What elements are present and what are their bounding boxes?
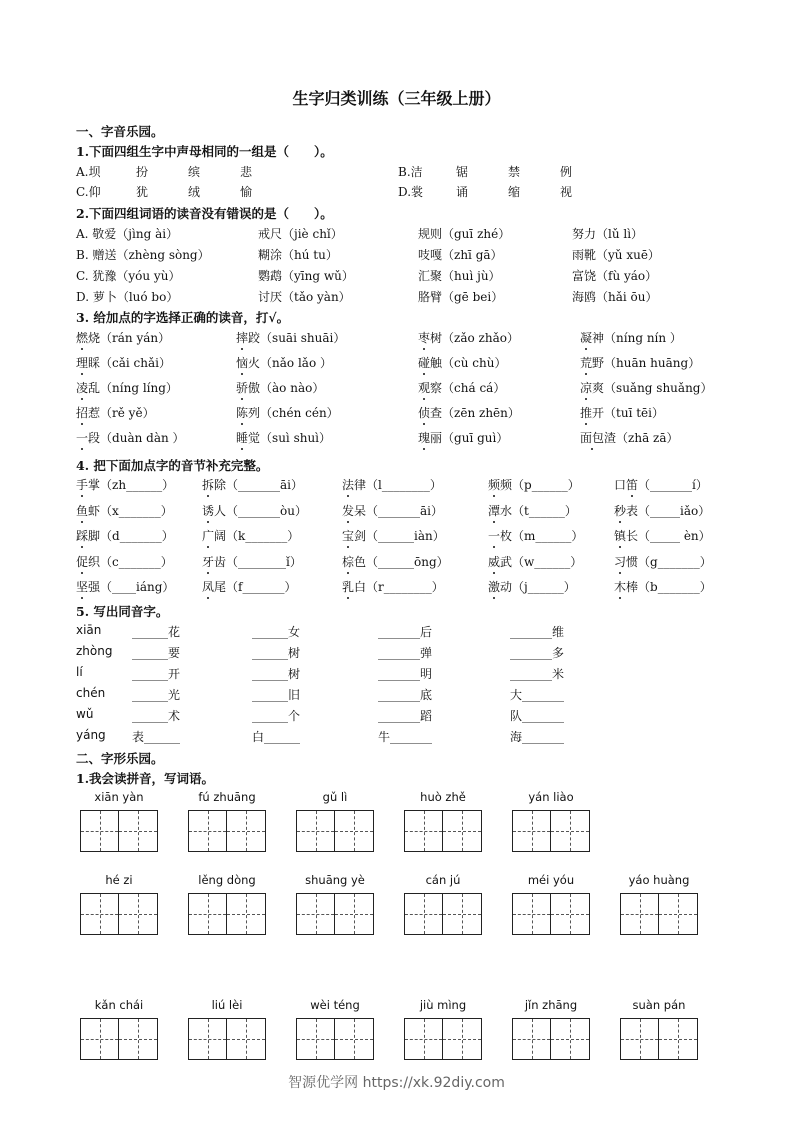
writing-grid xyxy=(620,893,698,935)
pinyin-label: wèi téng xyxy=(310,998,360,1012)
q4-blank: 惯（g_______） xyxy=(626,554,712,569)
q3-dotted-char: 凌 xyxy=(76,381,89,395)
grid-cell xyxy=(405,894,443,934)
q4-prefix: 口 xyxy=(614,478,627,492)
grid-cell xyxy=(189,1019,227,1059)
q3-plain-char: 火 xyxy=(248,356,261,370)
q5-blank: 表______ xyxy=(132,730,181,744)
q3-plain-char: 段 xyxy=(88,431,101,445)
q3-item xyxy=(418,429,508,446)
q4-item xyxy=(614,578,712,595)
q3-item xyxy=(418,329,519,346)
q3-item xyxy=(418,404,520,421)
grid-cell xyxy=(405,1019,443,1059)
q1-option-char: C.仰 xyxy=(76,185,101,199)
q4-dotted-char: 手 xyxy=(76,478,89,492)
q3-item xyxy=(236,354,332,371)
s2-q1-stem: 1.我会读拼音，写词语。 xyxy=(76,771,215,786)
q1-option-char: 犹 xyxy=(136,185,149,199)
q2-option: 雨靴（yǔ xuē） xyxy=(572,248,660,262)
pinyin-label: xiān yàn xyxy=(94,790,144,804)
q1-option-char: 绒 xyxy=(188,185,201,199)
grid-cell xyxy=(81,1019,119,1059)
q3-plain-char: 触 xyxy=(430,356,443,370)
q4-stem: 4. 把下面加点字的音节补充完整。 xyxy=(76,458,269,473)
q3-pinyin-choices: （níng líng） xyxy=(100,381,178,395)
q3-dotted-char: 理 xyxy=(76,356,89,370)
grid-cell xyxy=(227,894,265,934)
q3-pinyin-choices: （suǎng shuǎng） xyxy=(604,381,713,395)
grid-cell xyxy=(297,811,335,851)
q5-blank: ______光 xyxy=(132,688,181,702)
q3-dotted-char: 恼 xyxy=(236,356,249,370)
q2-option: 鹦鹉（yīng wǔ） xyxy=(258,269,354,283)
q5-pinyin: wǔ xyxy=(76,707,94,721)
q4-blank: 虾（x_______） xyxy=(88,503,173,518)
q2-option: C. 犹豫（yóu yù） xyxy=(76,269,181,283)
q3-dotted-char: 陈 xyxy=(236,406,249,420)
q4-dotted-char: 激 xyxy=(488,580,501,594)
q4-item xyxy=(488,527,583,544)
q3-item xyxy=(580,354,700,371)
q1-option-char: 缤 xyxy=(188,165,201,179)
q5-blank: _______弹 xyxy=(378,646,433,660)
grid-cell xyxy=(659,894,697,934)
q5-stem: 5. 写出同音字。 xyxy=(76,604,169,619)
q3-item xyxy=(76,404,155,421)
q1-option-char: 视 xyxy=(560,185,573,199)
q4-dotted-char: 踩 xyxy=(76,529,89,543)
q4-item xyxy=(488,502,577,519)
q2-option: 讨厌（tǎo yàn） xyxy=(258,290,351,304)
q4-item xyxy=(614,527,711,544)
q3-item xyxy=(236,329,345,346)
pinyin-label: hé zi xyxy=(105,873,133,887)
q5-blank: _______多 xyxy=(510,646,565,660)
q2-option: 吱嘎（zhī gā） xyxy=(418,248,503,262)
q3-pinyin-choices: （cǎi chǎi） xyxy=(100,356,172,370)
q2-option: 戒尺（jiè chǐ） xyxy=(258,227,343,241)
q4-blank: 律（l________） xyxy=(354,478,442,492)
q4-item xyxy=(488,578,576,595)
q2-option: 胳臂（gē bei） xyxy=(418,290,504,304)
q5-pinyin: xiān xyxy=(76,623,102,637)
q3-pinyin-choices: （duàn dàn ） xyxy=(100,431,185,445)
q5-blank: ______个 xyxy=(252,709,301,723)
q4-blank: 强（____iáng） xyxy=(88,580,175,594)
writing-grid xyxy=(80,893,158,935)
q1-option-char: 悲 xyxy=(240,165,253,179)
q3-plain-char: 察 xyxy=(430,381,443,395)
q1-option-char: 诵 xyxy=(456,185,469,199)
q5-blank: 大_______ xyxy=(510,688,565,702)
q4-dotted-char: 笛 xyxy=(626,478,639,492)
q3-pinyin-choices: （cù chù） xyxy=(442,356,507,370)
q3-item xyxy=(76,429,185,446)
writing-grid xyxy=(620,1018,698,1060)
q5-pinyin: zhòng xyxy=(76,644,113,658)
q2-option: 努力（lǔ lì） xyxy=(572,227,644,241)
q3-pinyin-choices: （suì shuì） xyxy=(260,431,332,445)
grid-cell xyxy=(335,1019,373,1059)
q4-dotted-char: 鱼 xyxy=(76,503,89,518)
pinyin-label: huò zhě xyxy=(420,790,466,804)
q3-pinyin-choices: （rě yě） xyxy=(100,406,155,420)
q3-dotted-char: 瑰 xyxy=(418,431,431,445)
q3-item xyxy=(580,429,679,446)
q4-blank: （_______í） xyxy=(638,478,708,492)
q3-dotted-char: 荒 xyxy=(580,356,593,370)
q4-dotted-char: 频 xyxy=(488,478,501,492)
footer-watermark: 智源优学网 https://xk.92diy.com xyxy=(288,1075,505,1091)
q4-blank: 白（r________） xyxy=(354,580,444,594)
q1-option-char: 缩 xyxy=(508,185,521,199)
q3-item xyxy=(76,354,171,371)
q2-option: 汇聚（huì jù） xyxy=(418,269,501,283)
pinyin-label: cán jú xyxy=(425,873,461,887)
q3-stem: 3. 给加点的字选择正确的读音，打√。 xyxy=(76,310,290,325)
pinyin-label: shuāng yè xyxy=(305,873,365,887)
q4-item xyxy=(202,476,303,493)
q5-blank: ______开 xyxy=(132,667,181,681)
q3-item xyxy=(236,429,331,446)
q3-plain-char: 烧 xyxy=(88,331,101,345)
grid-cell xyxy=(119,894,157,934)
writing-grid xyxy=(80,1018,158,1060)
q3-pinyin-choices: （rán yán） xyxy=(100,331,171,345)
q3-plain-char: 乱 xyxy=(88,381,101,395)
q2-option: D. 萝卜（luó bo） xyxy=(76,290,179,304)
q4-blank: 织（c_______） xyxy=(88,554,173,569)
grid-cell xyxy=(189,894,227,934)
q4-dotted-char: 促 xyxy=(76,554,89,569)
q1-option-char: 例 xyxy=(560,165,573,179)
q4-item xyxy=(614,553,712,570)
q3-pinyin-choices: （níng nín ） xyxy=(604,331,682,345)
q4-blank: 除（_______āi） xyxy=(214,478,304,492)
q3-plain-char: 列 xyxy=(248,406,261,420)
pinyin-label: méi yóu xyxy=(527,873,575,887)
q3-pinyin-choices: （zēn zhēn） xyxy=(442,406,520,420)
q3-plain-char: 觉 xyxy=(248,431,261,445)
q2-option: 规则（guī zhé） xyxy=(418,227,511,241)
q3-pinyin-choices: （ào nào） xyxy=(260,381,325,395)
q5-blank: _______米 xyxy=(510,667,565,681)
q1-option-char: D.裳 xyxy=(398,185,424,199)
q4-item xyxy=(342,502,443,519)
q3-item xyxy=(580,329,682,346)
q3-plain-char: 查 xyxy=(430,406,443,420)
q3-item xyxy=(580,404,664,421)
q3-dotted-char: 推 xyxy=(580,406,593,420)
q3-plain-char: 开 xyxy=(592,406,605,420)
q3-dotted-char: 一 xyxy=(76,431,89,445)
grid-cell xyxy=(335,811,373,851)
pinyin-label: yáo huàng xyxy=(628,873,690,887)
q4-blank: 水（t______） xyxy=(500,503,577,518)
grid-cell xyxy=(443,811,481,851)
q4-item xyxy=(202,578,296,595)
q5-pinyin: chén xyxy=(76,686,106,700)
q4-item xyxy=(76,553,173,570)
q3-pinyin-choices: （chén cén） xyxy=(260,406,339,420)
q4-blank: 掌（zh______） xyxy=(88,478,175,492)
writing-grid xyxy=(404,893,482,935)
q4-blank: 尾（f_______） xyxy=(214,580,297,594)
q3-pinyin-choices: （nǎo lǎo ） xyxy=(260,356,332,370)
q5-blank: _______底 xyxy=(378,688,433,702)
grid-cell xyxy=(513,811,551,851)
writing-grid xyxy=(404,1018,482,1060)
q3-plain-char: 惹 xyxy=(88,406,101,420)
q4-item xyxy=(614,502,710,519)
pinyin-label: jǐn zhāng xyxy=(524,998,578,1012)
q3-dotted-char: 骄 xyxy=(236,381,249,395)
q4-blank: 剑（______iàn） xyxy=(354,529,445,543)
writing-grid xyxy=(404,810,482,852)
q4-blank: 枚（m______） xyxy=(500,529,584,543)
q4-item xyxy=(488,476,580,493)
q4-dotted-char: 棕 xyxy=(342,554,355,569)
grid-cell xyxy=(551,894,589,934)
q1-option-char: 禁 xyxy=(508,165,521,179)
q4-item xyxy=(202,527,299,544)
grid-cell xyxy=(513,894,551,934)
grid-cell xyxy=(621,1019,659,1059)
q4-blank: 阔（k_______） xyxy=(214,529,300,543)
grid-cell xyxy=(81,811,119,851)
q3-item xyxy=(418,354,506,371)
q4-item xyxy=(614,476,708,493)
q5-blank: ______术 xyxy=(132,709,181,723)
writing-grid xyxy=(188,1018,266,1060)
page-title: 生字归类训练（三年级上册） xyxy=(292,89,501,108)
grid-cell xyxy=(81,894,119,934)
q4-dotted-char: 坚 xyxy=(76,580,89,594)
q1-stem: 1.下面四组生字中声母相同的一组是（ ）。 xyxy=(76,144,333,159)
pinyin-label: fú zhuāng xyxy=(198,790,256,804)
q3-dotted-char: 面包 xyxy=(580,431,605,445)
q5-blank: ______女 xyxy=(252,625,301,639)
writing-grid xyxy=(512,810,590,852)
q3-pinyin-choices: （chá cá） xyxy=(442,381,506,395)
q3-dotted-char: 侦 xyxy=(418,406,431,420)
q3-item xyxy=(236,379,324,396)
q5-blank: ______花 xyxy=(132,625,181,639)
q1-option-char: B.洁 xyxy=(398,165,423,179)
q5-pinyin: yáng xyxy=(76,728,106,742)
grid-cell xyxy=(513,1019,551,1059)
q1-option-char: A.坝 xyxy=(76,165,101,179)
q3-plain-char: 神 xyxy=(592,331,605,345)
q5-blank: 牛_______ xyxy=(378,730,433,744)
q4-dotted-char: 凤 xyxy=(202,580,215,594)
q3-plain-char: 树 xyxy=(430,331,443,345)
q3-plain-char: 渣 xyxy=(604,431,617,445)
grid-cell xyxy=(297,1019,335,1059)
q4-dotted-char: 诱 xyxy=(202,503,215,518)
grid-cell xyxy=(189,811,227,851)
grid-cell xyxy=(297,894,335,934)
q3-plain-char: 爽 xyxy=(592,381,605,395)
pinyin-label: liú lèi xyxy=(211,998,243,1012)
q5-blank: ______树 xyxy=(252,667,301,681)
q3-pinyin-choices: （guī guì） xyxy=(442,431,509,445)
q1-option-char: 愉 xyxy=(240,185,253,199)
q4-dotted-char: 木 xyxy=(614,580,627,594)
q3-plain-char: 跤 xyxy=(248,331,261,345)
q3-dotted-char: 睡 xyxy=(236,431,249,445)
section-1-heading: 一、字音乐园。 xyxy=(76,124,164,139)
grid-cell xyxy=(659,1019,697,1059)
q4-item xyxy=(488,553,582,570)
pinyin-label: suàn pán xyxy=(632,998,686,1012)
q3-plain-char: 丽 xyxy=(430,431,443,445)
pinyin-label: lěng dòng xyxy=(198,873,256,887)
q4-blank: 人（_______òu） xyxy=(214,503,307,518)
q4-dotted-char: 法 xyxy=(342,478,355,492)
q4-blank: 武（w______） xyxy=(500,554,583,569)
q5-pinyin: lí xyxy=(76,665,83,679)
q3-item xyxy=(76,329,170,346)
writing-grid xyxy=(512,893,590,935)
q3-item xyxy=(418,379,505,396)
q4-blank: 棒（b_______） xyxy=(626,580,712,594)
q3-dotted-char: 碰 xyxy=(418,356,431,370)
q3-dotted-char: 招 xyxy=(76,406,89,420)
q1-option-char: 锯 xyxy=(456,165,469,179)
q4-dotted-char: 潭 xyxy=(488,503,501,518)
grid-cell xyxy=(621,894,659,934)
grid-cell xyxy=(119,1019,157,1059)
pinyin-label: jiù mìng xyxy=(419,998,467,1012)
q3-pinyin-choices: （suāi shuāi） xyxy=(260,331,346,345)
q3-plain-char: 睬 xyxy=(88,356,101,370)
q3-pinyin-choices: （zhā zā） xyxy=(616,431,679,445)
q4-item xyxy=(202,553,302,570)
q5-blank: 海_______ xyxy=(510,730,565,744)
writing-grid xyxy=(296,1018,374,1060)
q4-item xyxy=(76,476,174,493)
q4-blank: 齿（________ǐ） xyxy=(214,554,302,569)
q3-dotted-char: 观 xyxy=(418,381,431,395)
q2-stem: 2.下面四组词语的读音没有错误的是（ ）。 xyxy=(76,206,333,221)
q4-dotted-char: 发 xyxy=(342,503,355,518)
grid-cell xyxy=(227,1019,265,1059)
q4-blank: 频（p______） xyxy=(500,478,580,492)
writing-grid xyxy=(512,1018,590,1060)
pinyin-label: yán liào xyxy=(528,790,574,804)
writing-grid xyxy=(296,810,374,852)
q3-plain-char: 野 xyxy=(592,356,605,370)
grid-cell xyxy=(405,811,443,851)
q3-dotted-char: 燃 xyxy=(76,331,89,345)
grid-cell xyxy=(551,1019,589,1059)
q3-item xyxy=(76,379,178,396)
q4-item xyxy=(76,502,173,519)
q5-blank: 白______ xyxy=(252,730,301,744)
q4-dotted-char: 镇 xyxy=(614,529,627,543)
q4-item xyxy=(76,527,174,544)
writing-grid xyxy=(80,810,158,852)
section-2-heading: 二、字形乐园。 xyxy=(76,751,164,766)
writing-grid xyxy=(296,893,374,935)
q3-item xyxy=(580,379,712,396)
q4-dotted-char: 威 xyxy=(488,554,501,569)
q4-blank: 色（______ōng） xyxy=(354,554,449,569)
q3-pinyin-choices: （huān huāng） xyxy=(604,356,701,370)
q5-blank: _______蹈 xyxy=(378,709,433,723)
q4-item xyxy=(342,553,449,570)
q5-blank: _______后 xyxy=(378,625,433,639)
q4-dotted-char: 拆 xyxy=(202,478,215,492)
q1-option-char: 扮 xyxy=(136,165,149,179)
grid-cell xyxy=(227,811,265,851)
q4-blank: 表（_____iǎo） xyxy=(626,503,711,518)
q2-option: 糊涂（hú tu） xyxy=(258,248,338,262)
q4-dotted-char: 乳 xyxy=(342,580,355,594)
pinyin-label: gǔ lì xyxy=(322,790,348,804)
q3-dotted-char: 凝 xyxy=(580,331,593,345)
q4-dotted-char: 一 xyxy=(488,529,501,543)
q4-dotted-char: 宝 xyxy=(342,529,355,543)
q5-blank: ______要 xyxy=(132,646,181,660)
q4-item xyxy=(202,502,307,519)
q5-blank: ______树 xyxy=(252,646,301,660)
q3-dotted-char: 枣 xyxy=(418,331,431,345)
q3-plain-char: 傲 xyxy=(248,381,261,395)
q4-item xyxy=(342,527,445,544)
grid-cell xyxy=(443,1019,481,1059)
grid-cell xyxy=(335,894,373,934)
q2-option: A. 敬爱（jìng ài） xyxy=(76,227,179,241)
q4-dotted-char: 秒 xyxy=(614,503,627,518)
q4-blank: 呆（_______āi） xyxy=(354,503,444,518)
q5-blank: _______维 xyxy=(510,625,565,639)
writing-grid xyxy=(188,810,266,852)
q4-blank: 动（j______） xyxy=(500,580,576,594)
q3-item xyxy=(236,404,339,421)
q3-dotted-char: 凉 xyxy=(580,381,593,395)
q4-dotted-char: 广 xyxy=(202,529,215,543)
q2-option: 海鸥（hǎi ōu） xyxy=(572,290,658,304)
q5-blank: _______明 xyxy=(378,667,433,681)
q2-option: B. 赠送（zhèng sòng） xyxy=(76,248,210,262)
grid-cell xyxy=(119,811,157,851)
q4-item xyxy=(342,578,444,595)
q4-dotted-char: 牙 xyxy=(202,554,215,569)
q4-blank: 脚（d_______） xyxy=(88,529,174,543)
q4-blank: 长（_____ èn） xyxy=(626,529,711,543)
q3-pinyin-choices: （tuī tēi） xyxy=(604,406,664,420)
grid-cell xyxy=(443,894,481,934)
q4-dotted-char: 习 xyxy=(614,554,627,569)
q4-item xyxy=(342,476,442,493)
q4-item xyxy=(76,578,174,595)
q3-pinyin-choices: （zǎo zhǎo） xyxy=(442,331,519,345)
grid-cell xyxy=(551,811,589,851)
q2-option: 富饶（fù yáo） xyxy=(572,269,658,283)
q5-blank: ______旧 xyxy=(252,688,301,702)
pinyin-label: kǎn chái xyxy=(94,998,144,1012)
q5-blank: 队_______ xyxy=(510,709,565,723)
writing-grid xyxy=(188,893,266,935)
q3-dotted-char: 摔 xyxy=(236,331,249,345)
